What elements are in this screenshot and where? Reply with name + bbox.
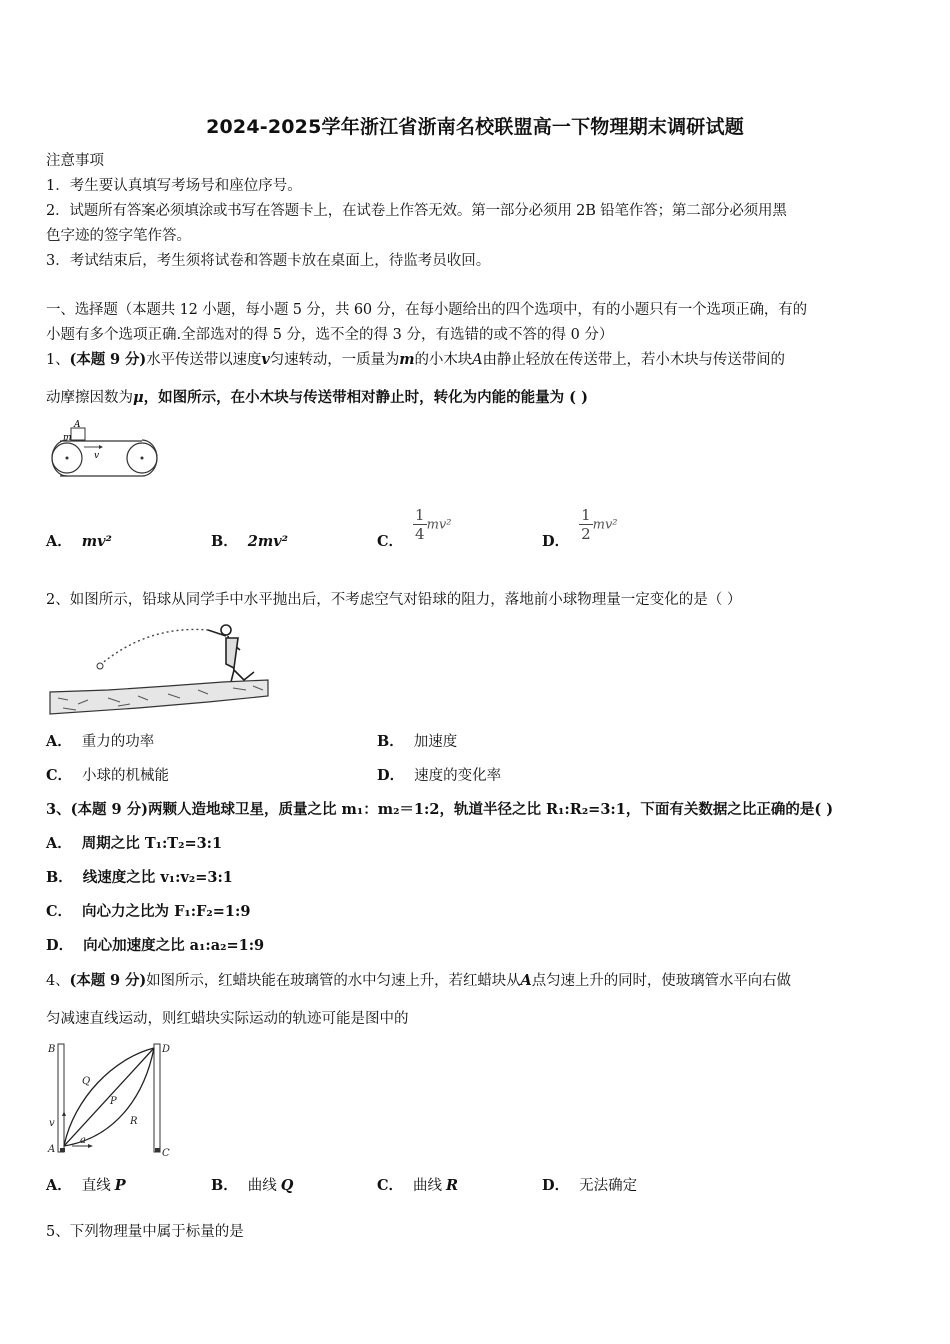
q1-option-a[interactable]	[46, 532, 112, 552]
q1-var-a: A	[472, 352, 483, 368]
fraction	[413, 506, 427, 543]
notice-item: 色字迹的签字笔作答。	[46, 228, 191, 244]
label-m: m	[63, 433, 72, 443]
q1-var-mu: μ	[133, 389, 144, 406]
label-b: B	[48, 1044, 56, 1055]
option-text: 曲线	[247, 1178, 277, 1194]
option-text: 加速度	[413, 734, 458, 750]
question-1-text	[46, 350, 908, 370]
option-var: R	[446, 1177, 459, 1194]
q1-text: 匀速转动，一质量为	[269, 352, 400, 368]
tube-left	[58, 1044, 64, 1152]
notice-item: 3．考试结束后，考生须将试卷和答题卡放在桌面上，待监考员收回。	[46, 253, 491, 269]
option-label: D．	[542, 1177, 570, 1194]
q1-var-m: m	[399, 351, 415, 368]
option-text: 无法确定	[579, 1178, 638, 1194]
option-text: mv²	[426, 517, 452, 533]
option-label: C．	[377, 533, 404, 550]
option-label: C．	[377, 1177, 404, 1194]
label-p: P	[110, 1096, 117, 1107]
fraction	[579, 506, 593, 543]
label-d: D	[162, 1044, 171, 1055]
fraction-denominator: 4	[415, 525, 425, 543]
q4-option-c[interactable]	[377, 1176, 458, 1196]
q1-text: 水平传送带以速度	[146, 352, 262, 368]
option-label: D．	[46, 937, 74, 954]
q4-tag: (本题 9 分)	[69, 972, 147, 989]
q3-option-d[interactable]	[46, 936, 264, 956]
q4-var-a: A	[520, 972, 532, 989]
section-intro: 小题有多个选项正确.全部选对的得 5 分，选不全的得 3 分，有选错的或不答的得 0 分）	[46, 327, 614, 343]
option-label: A．	[46, 1177, 72, 1194]
option-text: 周期之比 T₁:T₂=3:1	[81, 835, 223, 852]
q4-option-b[interactable]	[211, 1176, 293, 1196]
ground	[50, 680, 268, 714]
q1-option-c[interactable]	[377, 506, 451, 552]
option-label: A．	[46, 733, 72, 750]
option-label: B．	[211, 533, 238, 550]
q2-option-a[interactable]	[46, 732, 154, 752]
section-intro: 一、选择题（本题共 12 小题，每小题 5 分，共 60 分，在每小题给出的四个选项中，有的小题只有一个选项正确，有的	[46, 302, 807, 318]
option-text: mv²	[592, 517, 618, 533]
option-label: C．	[46, 903, 73, 920]
q2-option-b[interactable]	[377, 732, 457, 752]
q3-option-b[interactable]	[46, 868, 233, 888]
q3-text: 两颗人造地球卫星，质量之比 m₁：m₂＝1:2，轨道半径之比 R₁:R₂=3:1，下面有关数据之比正确的是( )	[148, 801, 834, 818]
label-v: v	[49, 1118, 55, 1129]
q1-var-v: v	[261, 351, 270, 368]
question-1-text-2	[46, 388, 908, 408]
option-text: 向心力之比为 F₁:F₂=1:9	[82, 903, 251, 920]
q4-option-d[interactable]	[542, 1176, 637, 1196]
q1-option-b[interactable]	[211, 532, 288, 552]
q1-text: 由静止轻放在传送带上，若小木块与传送带间的	[482, 352, 785, 368]
notice-heading: 注意事项	[46, 153, 104, 169]
label-accel: a	[80, 1135, 86, 1146]
fraction-numerator: 1	[415, 506, 425, 524]
line-p	[64, 1048, 154, 1146]
option-label: A．	[46, 533, 72, 550]
q1-tag: (本题 9 分)	[69, 351, 147, 368]
q3-tag: (本题 9 分)	[70, 801, 148, 818]
shot-put-figure	[48, 620, 270, 718]
question-3-text	[46, 800, 908, 820]
option-label: D．	[542, 533, 570, 550]
question-4-text-2: 匀减速直线运动，则红蜡块实际运动的轨迹可能是图中的	[46, 1011, 409, 1027]
option-label: B．	[211, 1177, 238, 1194]
option-text: 曲线	[413, 1178, 443, 1194]
q4-option-a[interactable]	[46, 1176, 126, 1196]
q3-option-c[interactable]	[46, 902, 250, 922]
q1-number: 1、	[46, 352, 70, 368]
trajectory-figure	[44, 1038, 174, 1164]
option-var: P	[114, 1177, 126, 1194]
option-label: D．	[377, 767, 405, 784]
label-q: Q	[82, 1076, 91, 1087]
option-label: A．	[46, 835, 72, 852]
question-5-text: 5、下列物理量中属于标量的是	[46, 1224, 244, 1240]
label-a: A	[48, 1144, 56, 1155]
shot-ball	[97, 663, 103, 669]
notice-item: 2．试题所有答案必须填涂或书写在答题卡上，在试卷上作答无效。第一部分必须用 2B 铅笔作答；第二部分必须用黑	[46, 203, 787, 219]
option-label: B．	[46, 869, 73, 886]
q1-option-d[interactable]	[542, 506, 618, 552]
option-text: 线速度之比 v₁:v₂=3:1	[82, 869, 233, 886]
option-text: 向心加速度之比 a₁:a₂=1:9	[83, 937, 265, 954]
label-c: C	[162, 1148, 170, 1159]
q2-option-c[interactable]	[46, 766, 169, 786]
q2-option-d[interactable]	[377, 766, 501, 786]
label-r: R	[130, 1116, 138, 1127]
q3-number: 3、	[46, 801, 71, 818]
option-text: 速度的变化率	[414, 768, 502, 784]
option-text: 重力的功率	[81, 734, 155, 750]
option-text: mv²	[81, 533, 112, 550]
option-label: C．	[46, 767, 73, 784]
question-4-text	[46, 971, 908, 991]
option-text: 直线	[81, 1178, 111, 1194]
question-2-text: 2、如图所示，铅球从同学手中水平抛出后，不考虑空气对铅球的阻力，落地前小球物理量一定变化的是（ ）	[46, 592, 742, 608]
conveyor-belt-figure	[44, 420, 169, 482]
q1-text: 的小木块	[414, 352, 473, 368]
fraction-numerator: 1	[581, 506, 591, 524]
label-a: A	[74, 420, 81, 430]
option-var: Q	[280, 1177, 294, 1194]
tube-right	[154, 1044, 160, 1152]
q4-text: 点匀速上升的同时，使玻璃管水平向右做	[531, 973, 791, 989]
q4-number: 4、	[46, 973, 70, 989]
option-text: 2mv²	[247, 533, 288, 550]
q3-option-a[interactable]	[46, 834, 222, 854]
q1-text: ，如图所示，在小木块与传送带相对静止时，转化为内能的能量为 ( )	[143, 389, 588, 406]
label-v: v	[94, 451, 100, 461]
q1-text: 动摩擦因数为	[46, 390, 133, 406]
option-label: B．	[377, 733, 404, 750]
page-title: 2024-2025学年浙江省浙南名校联盟高一下物理期末调研试题	[206, 116, 744, 138]
option-text: 小球的机械能	[82, 768, 170, 784]
q4-text: 如图所示，红蜡块能在玻璃管的水中匀速上升，若红蜡块从	[146, 973, 521, 989]
fraction-denominator: 2	[581, 525, 591, 543]
notice-item: 1．考生要认真填写考场号和座位序号。	[46, 178, 302, 194]
